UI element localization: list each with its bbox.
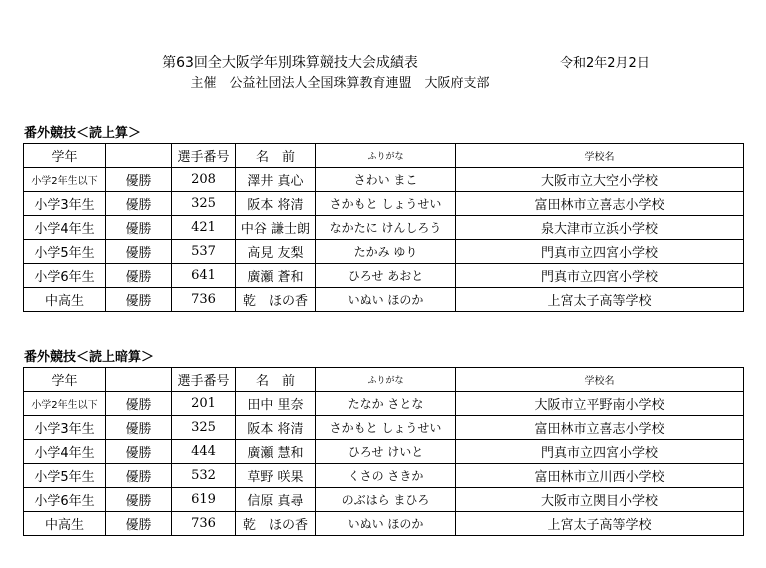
school-cell: 上宮太子高等学校 [456, 288, 744, 312]
kana-cell: たなか さとな [316, 392, 456, 416]
column-header-name: 名 前 [236, 368, 316, 392]
table-header-row [24, 368, 744, 392]
result-cell: 優勝 [106, 216, 172, 240]
kana-cell: たかみ ゆり [316, 240, 456, 264]
result-cell: 優勝 [106, 488, 172, 512]
name-cell: 草野 咲果 [236, 464, 316, 488]
column-header-number: 選手番号 [172, 368, 236, 392]
name-cell: 澤井 真心 [236, 168, 316, 192]
column-header-result [106, 368, 172, 392]
grade-cell: 小学5年生 [24, 464, 106, 488]
school-cell: 富田林市立喜志小学校 [456, 416, 744, 440]
grade-cell: 小学2年生以下 [24, 392, 106, 416]
name-cell: 阪本 将清 [236, 192, 316, 216]
table-row [24, 440, 744, 464]
number-cell: 619 [172, 488, 236, 512]
column-header-kana: ふりがな [316, 144, 456, 168]
kana-cell: いぬい ほのか [316, 512, 456, 536]
column-header-school: 学校名 [456, 368, 744, 392]
number-cell: 201 [172, 392, 236, 416]
kana-cell: ひろせ けいと [316, 440, 456, 464]
section-title-yomiagezan: 番外競技＜読上算＞ [24, 126, 142, 141]
name-cell: 廣瀬 慧和 [236, 440, 316, 464]
school-cell: 泉大津市立浜小学校 [456, 216, 744, 240]
column-header-result [106, 144, 172, 168]
document-date: 令和2年2月2日 [560, 56, 650, 71]
school-cell: 大阪市立関目小学校 [456, 488, 744, 512]
kana-cell: ひろせ あおと [316, 264, 456, 288]
grade-cell: 中高生 [24, 512, 106, 536]
result-cell: 優勝 [106, 416, 172, 440]
grade-cell: 小学4年生 [24, 440, 106, 464]
table-header-row [24, 144, 744, 168]
number-cell: 444 [172, 440, 236, 464]
kana-cell: くさの さきか [316, 464, 456, 488]
table-row [24, 168, 744, 192]
name-cell: 田中 里奈 [236, 392, 316, 416]
result-cell: 優勝 [106, 464, 172, 488]
school-cell: 門真市立四宮小学校 [456, 264, 744, 288]
kana-cell: さわい まこ [316, 168, 456, 192]
number-cell: 208 [172, 168, 236, 192]
table-row [24, 464, 744, 488]
column-header-school: 学校名 [456, 144, 744, 168]
table-row [24, 392, 744, 416]
number-cell: 325 [172, 192, 236, 216]
column-header-name: 名 前 [236, 144, 316, 168]
section-title-yomiageanzan: 番外競技＜読上暗算＞ [24, 350, 155, 365]
results-table-yomiageanzan [23, 367, 744, 536]
school-cell: 大阪市立平野南小学校 [456, 392, 744, 416]
school-cell: 富田林市立川西小学校 [456, 464, 744, 488]
grade-cell: 小学2年生以下 [24, 168, 106, 192]
grade-cell: 中高生 [24, 288, 106, 312]
name-cell: 阪本 将清 [236, 416, 316, 440]
results-table-yomiagezan [23, 143, 744, 312]
number-cell: 537 [172, 240, 236, 264]
name-cell: 乾 ほの香 [236, 512, 316, 536]
school-cell: 大阪市立大空小学校 [456, 168, 744, 192]
grade-cell: 小学3年生 [24, 416, 106, 440]
document-title: 第63回全大阪学年別珠算競技大会成績表 [162, 55, 418, 71]
result-cell: 優勝 [106, 440, 172, 464]
sponsor-line: 主催 公益社団法人全国珠算教育連盟 大阪府支部 [190, 76, 490, 91]
grade-cell: 小学5年生 [24, 240, 106, 264]
column-header-number: 選手番号 [172, 144, 236, 168]
name-cell: 乾 ほの香 [236, 288, 316, 312]
table-row [24, 288, 744, 312]
result-cell: 優勝 [106, 264, 172, 288]
table-row [24, 240, 744, 264]
result-cell: 優勝 [106, 392, 172, 416]
kana-cell: なかたに けんしろう [316, 216, 456, 240]
table-row [24, 512, 744, 536]
column-header-grade: 学年 [24, 368, 106, 392]
grade-cell: 小学3年生 [24, 192, 106, 216]
grade-cell: 小学6年生 [24, 488, 106, 512]
column-header-kana: ふりがな [316, 368, 456, 392]
result-cell: 優勝 [106, 288, 172, 312]
school-cell: 門真市立四宮小学校 [456, 240, 744, 264]
number-cell: 325 [172, 416, 236, 440]
name-cell: 廣瀬 蒼和 [236, 264, 316, 288]
kana-cell: さかもと しょうせい [316, 192, 456, 216]
table-row [24, 416, 744, 440]
table-row [24, 264, 744, 288]
column-header-grade: 学年 [24, 144, 106, 168]
school-cell: 門真市立四宮小学校 [456, 440, 744, 464]
kana-cell: のぶはら まひろ [316, 488, 456, 512]
name-cell: 高見 友梨 [236, 240, 316, 264]
number-cell: 736 [172, 288, 236, 312]
kana-cell: いぬい ほのか [316, 288, 456, 312]
result-cell: 優勝 [106, 240, 172, 264]
table-row [24, 488, 744, 512]
result-cell: 優勝 [106, 168, 172, 192]
grade-cell: 小学6年生 [24, 264, 106, 288]
result-cell: 優勝 [106, 512, 172, 536]
table-row [24, 216, 744, 240]
number-cell: 421 [172, 216, 236, 240]
school-cell: 富田林市立喜志小学校 [456, 192, 744, 216]
number-cell: 641 [172, 264, 236, 288]
number-cell: 532 [172, 464, 236, 488]
kana-cell: さかもと しょうせい [316, 416, 456, 440]
school-cell: 上宮太子高等学校 [456, 512, 744, 536]
table-row [24, 192, 744, 216]
number-cell: 736 [172, 512, 236, 536]
grade-cell: 小学4年生 [24, 216, 106, 240]
result-cell: 優勝 [106, 192, 172, 216]
name-cell: 中谷 謙士朗 [236, 216, 316, 240]
name-cell: 信原 真尋 [236, 488, 316, 512]
